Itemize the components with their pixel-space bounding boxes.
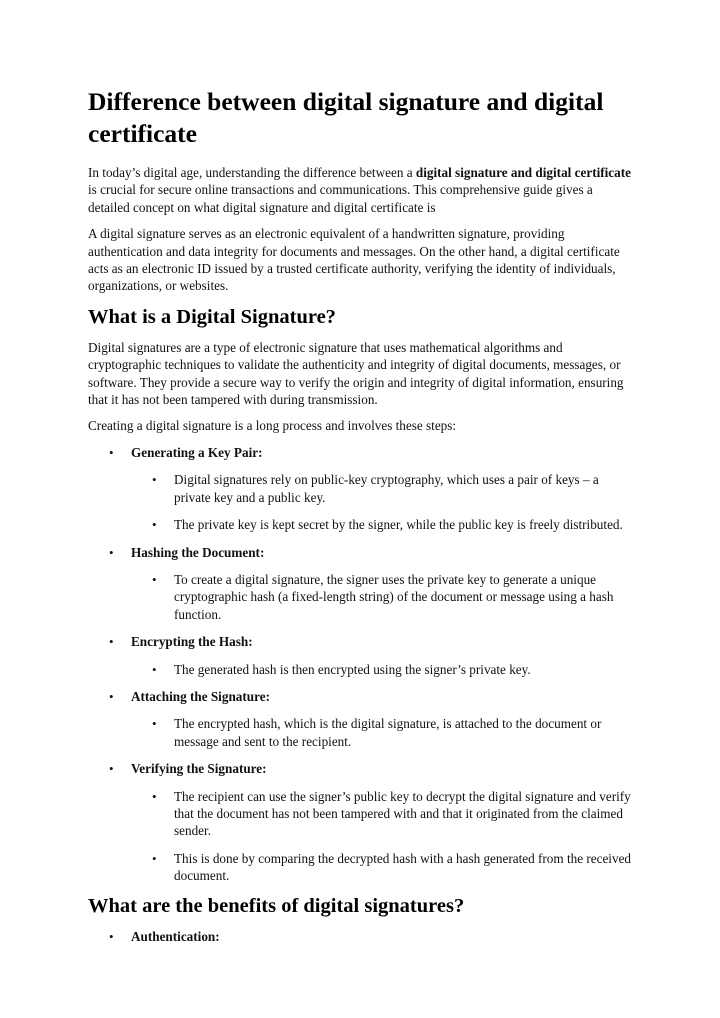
document-title: Difference between digital signature and digital certificate [88,87,604,148]
detail-item [131,571,633,623]
intro-bold-term: digital signature and digital certificate [415,165,631,180]
step-details [131,788,633,885]
step-item [88,688,633,750]
detail-item [131,516,633,533]
bullet-icon: • [109,444,114,460]
bullet-icon: • [152,571,157,587]
step-details [131,661,633,678]
intro-paragraph [88,164,633,216]
step-details [131,715,633,750]
bullet-icon: • [152,850,157,866]
detail-text: This is done by comparing the decrypted hash with a hash generated from the received document. [174,850,632,884]
detail-item [131,788,633,840]
intro-text-end: is crucial for secure online transactions and communications. This comprehensive guide gives a detailed concept on what digital signature and digital certificate is [88,182,593,215]
section-heading-digital-signature: What is a Digital Signature? [88,305,336,328]
step-title: Hashing the Document: [131,544,265,560]
bullet-icon: • [109,634,114,650]
detail-text: The recipient can use the signer’s public key to decrypt the digital signature and verify that the document has not been tampered with and that it originated from the claimed sender. [174,788,631,839]
step-item [88,444,633,534]
step-item [88,633,633,678]
bullet-icon: • [109,928,114,944]
bullet-icon: • [109,544,114,560]
bullet-icon: • [152,661,157,677]
overview-paragraph: A digital signature serves as an electronic equivalent of a handwritten signature, providing authentication and data integrity for documents and messages. On the other hand, a digital certificate acts as an electronic ID issued by a trusted certificate authority, verifying the identity of individuals, organizations, or websites. [88,226,620,294]
detail-text: To create a digital signature, the signer uses the private key to generate a unique cryptographic hash (a fixed-length string) of the document or message using a hash function. [174,571,614,622]
step-title: Verifying the Signature: [131,761,267,777]
step-title: Attaching the Signature: [131,688,270,704]
detail-item [131,850,633,885]
intro-text-start: In today’s digital age, understanding the difference between a [88,165,416,180]
steps-list [88,444,633,885]
detail-text: The generated hash is then encrypted using the signer’s private key. [174,661,531,677]
benefit-title: Authentication: [131,928,220,944]
bullet-icon: • [152,472,157,488]
document-page [88,86,633,955]
detail-text: The encrypted hash, which is the digital signature, is attached to the document or message and sent to the recipient. [174,716,602,749]
detail-item [131,471,633,506]
detail-item [131,715,633,750]
section-heading-benefits: What are the benefits of digital signatures? [88,894,465,917]
step-item [88,760,633,884]
step-title: Encrypting the Hash: [131,634,253,650]
bullet-icon: • [109,688,114,704]
digital-signature-definition: Digital signatures are a type of electronic signature that uses mathematical algorithms and cryptographic techniques to validate the authenticity and integrity of digital documents, messages, or software. They provide a secure way to verify the origin and integrity of digital information, ensuring that it has not been tampered with during transmission. [88,339,624,408]
benefit-item [88,928,633,945]
bullet-icon: • [152,716,157,732]
step-details [131,571,633,623]
steps-intro: Creating a digital signature is a long process and involves these steps: [88,418,457,434]
bullet-icon: • [109,761,114,777]
step-title: Generating a Key Pair: [131,444,263,460]
bullet-icon: • [152,788,157,804]
detail-item [131,661,633,678]
bullet-icon: • [152,517,157,533]
detail-text: The private key is kept secret by the signer, while the public key is freely distributed. [174,517,623,533]
benefits-list [88,928,633,945]
step-details [131,471,633,533]
detail-text: Digital signatures rely on public-key cryptography, which uses a pair of keys – a private key and a public key. [174,472,599,505]
step-item [88,544,633,624]
